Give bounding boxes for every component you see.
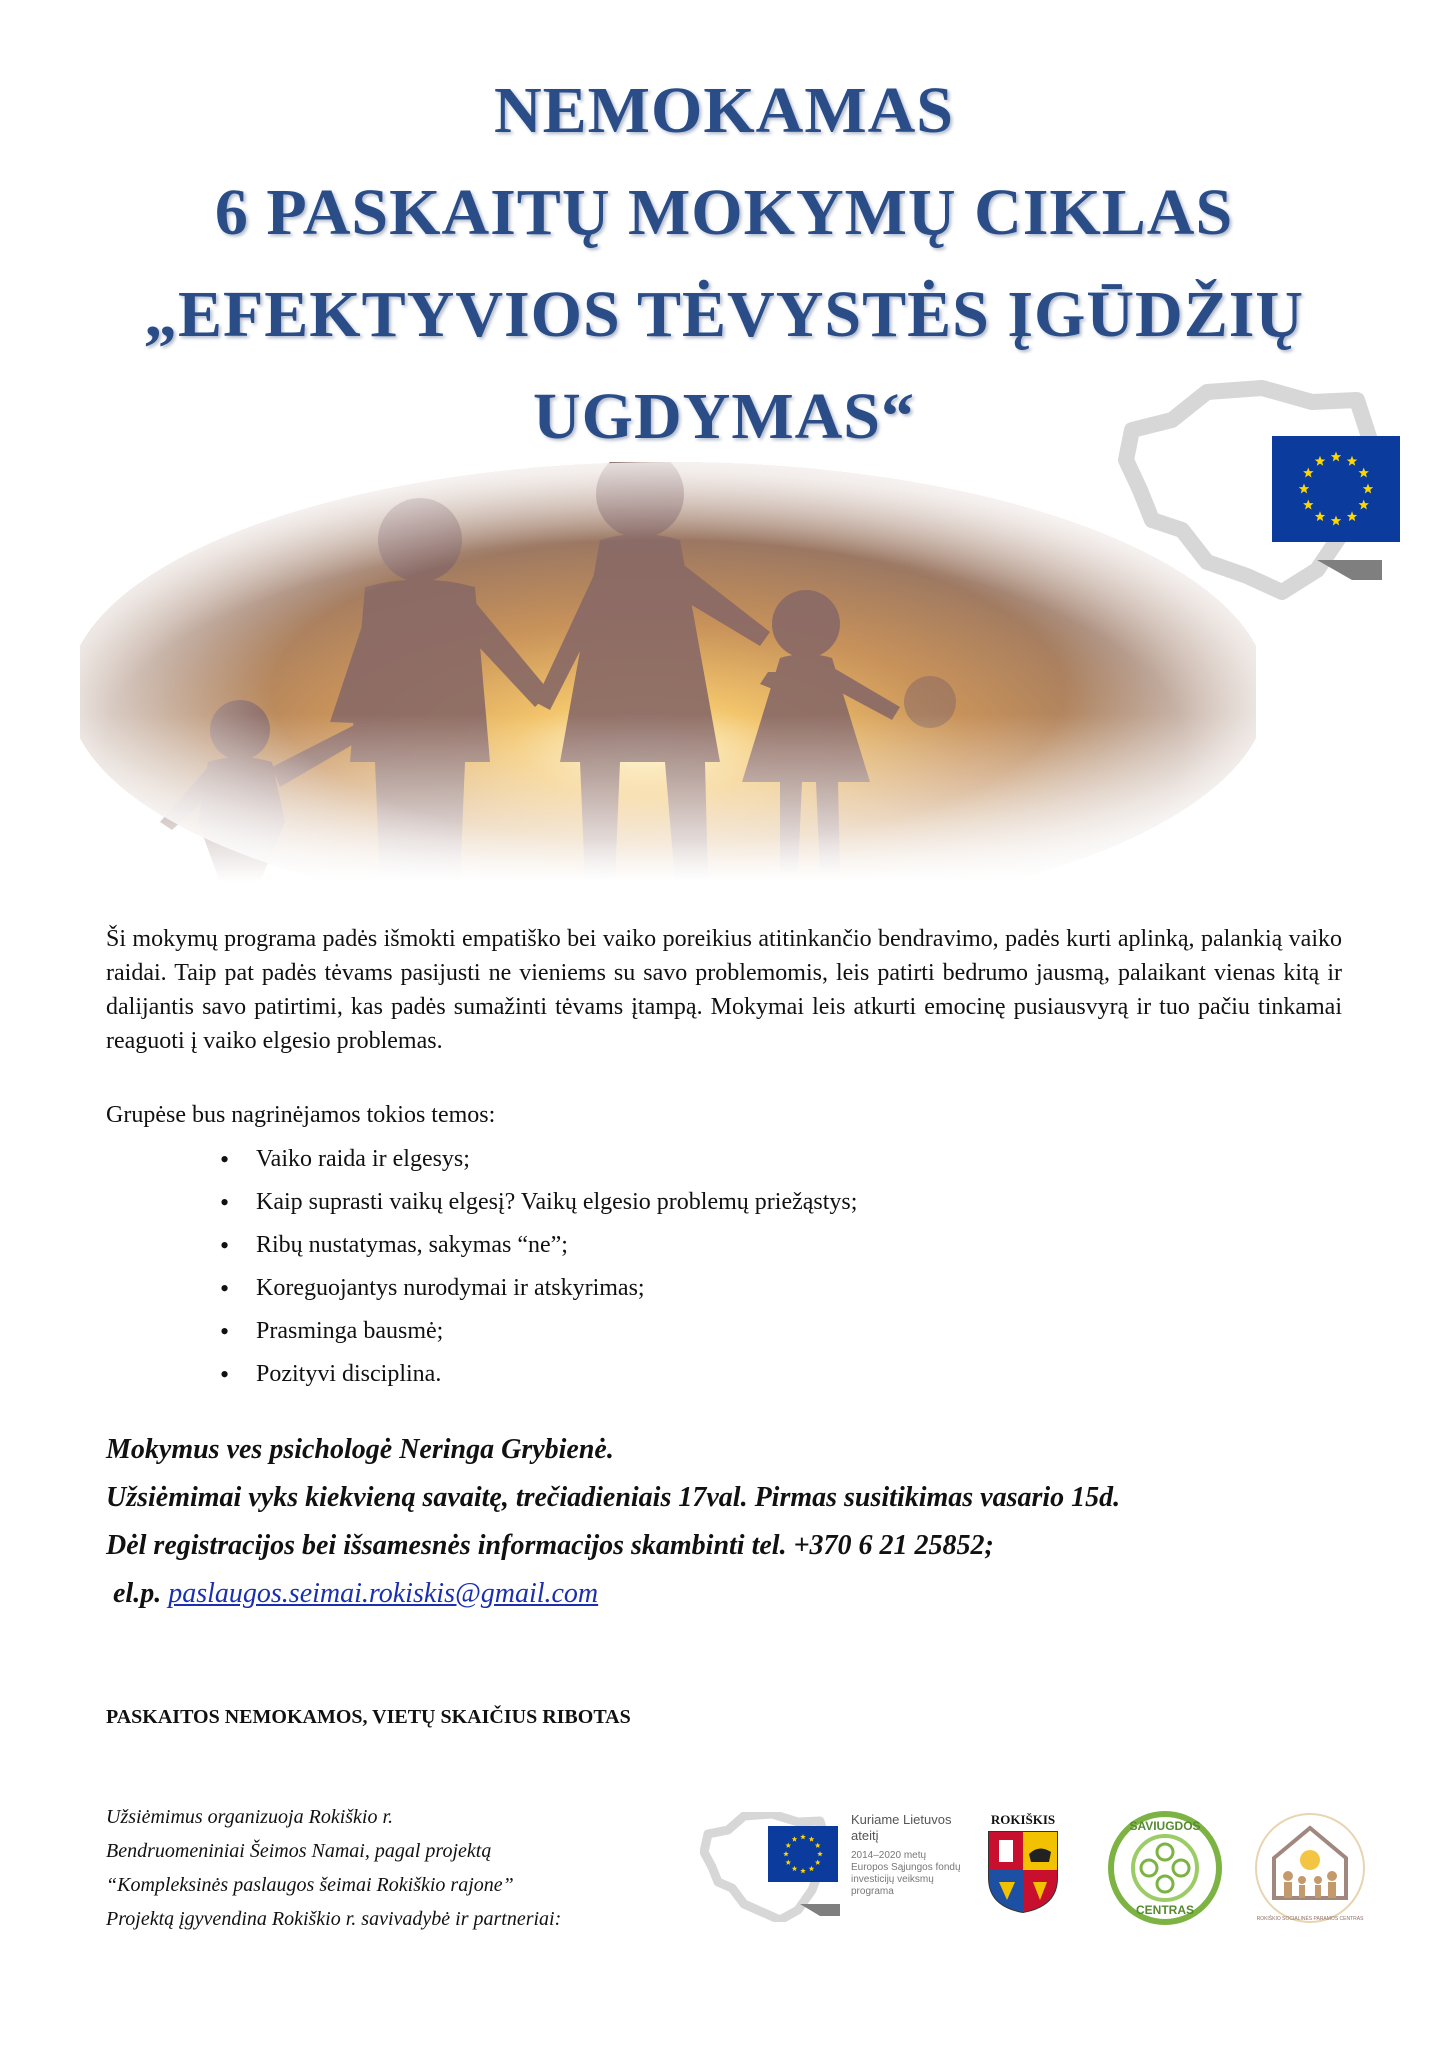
organizer-line: Užsiėmimus organizuoja Rokiškio r.	[106, 1806, 394, 1828]
topic-item: • Ribų nustatymas, sakymas “ne”;	[220, 1224, 1342, 1267]
parama-text: ROKIŠKIO SOCIALINĖS PARAMOS CENTRAS	[1256, 1916, 1364, 1922]
intro-paragraph: Ši mokymų programa padės išmokti empatiško bei vaiko poreikius atitinkančio bendravimo, padės kurti aplinką, palankią vaiko raidai. Taip pat padės tėvams pasijusti ne vieniems su savo problemomis, leis patirti bedrumo jausmą, palaikant vienas kitą ir dalijantis savo patirtimi, kas padės sumažinti tėvams įtampą. Mokymai leis atkurti emocinę pusiausvyrą ir tuo pačiu tinkamai reaguoti į vaiko elgesio problemas.	[106, 926, 1342, 1054]
eu-star-icon	[1331, 452, 1341, 462]
limited-seats-notice: PASKAITOS NEMOKAMOS, VIETŲ SKAIČIUS RIBOTAS	[106, 1706, 631, 1728]
coat-of-arms-icon	[985, 1830, 1061, 1914]
rokiskis-coat-of-arms-logo	[985, 1812, 1061, 1919]
body-content	[106, 922, 1342, 1618]
eu-funds-caption	[851, 1812, 961, 1898]
eu-star-icon	[1299, 484, 1309, 494]
title-line-2: 6 PASKAITŲ MOKYMŲ CIKLAS	[214, 176, 1234, 249]
eu-star-icon	[1347, 511, 1357, 521]
eu-star-icon	[1358, 500, 1368, 510]
family-silhouette-image	[80, 462, 1256, 882]
saviugdos-bottom-text: CENTRAS	[1135, 1903, 1195, 1917]
topics-list	[106, 1138, 1342, 1396]
eu-star-icon	[1331, 516, 1341, 526]
topic-item: • Kaip suprasti vaikų elgesį? Vaikų elgesio problemų priežąstys;	[220, 1181, 1342, 1224]
title-line-4: UGDYMAS“	[533, 380, 915, 453]
saviugdos-top-text: SAVIUGDOS	[1129, 1819, 1201, 1833]
topic-item: • Pozityvi disciplina.	[220, 1353, 1342, 1396]
eu-funds-logo	[700, 1812, 845, 1922]
eu-star-icon	[1315, 511, 1325, 521]
registration-line: Dėl registracijos bei išsamesnės informacijos skambinti tel. +370 6 21 25852;	[106, 1530, 994, 1561]
topic-item: • Vaiko raida ir elgesys;	[220, 1138, 1342, 1181]
organizer-line: “Kompleksinės paslaugos šeimai Rokiškio rajone”	[106, 1874, 514, 1896]
organizer-block	[106, 1800, 686, 1936]
eu-caption-main: Kuriame Lietuvos ateitį	[851, 1812, 952, 1843]
email-link[interactable]: paslaugos.seimai.rokiskis@gmail.com	[168, 1578, 599, 1609]
topic-item: • Prasminga bausmė;	[220, 1310, 1342, 1353]
eu-star-icon	[1347, 456, 1357, 466]
organizer-line: Projektą įgyvendina Rokiškio r. savivadybė ir partneriai:	[106, 1908, 562, 1930]
eu-caption-sub: 2014–2020 metų Europos Sąjungos fondų investicijų veiksmų programa	[851, 1850, 961, 1897]
schedule-line: Užsiėmimai vyks kiekvieną savaitę, trečiadieniais 17val. Pirmas susitikimas vasario 15d.	[106, 1482, 1121, 1513]
topic-item: • Koreguojantys nurodymai ir atskyrimas;	[220, 1267, 1342, 1310]
eu-star-icon	[1303, 468, 1313, 478]
eu-star-icon	[1358, 468, 1368, 478]
title-line-3: „EFEKTYVIOS TĖVYSTĖS ĮGŪDŽIŲ	[143, 278, 1305, 351]
social-support-centre-logo	[1250, 1808, 1370, 1928]
rokiskis-label: ROKIŠKIS	[990, 1812, 1056, 1827]
eu-star-icon	[1303, 500, 1313, 510]
email-label: el.p.	[113, 1578, 162, 1609]
organizer-line: Bendruomeniniai Šeimos Namai, pagal projektą	[106, 1840, 492, 1862]
eu-star-icon	[1315, 456, 1325, 466]
eu-flag-icon	[1272, 436, 1400, 542]
info-block	[106, 1426, 1342, 1618]
topics-intro: Grupėse bus nagrinėjamos tokios temos:	[106, 1102, 496, 1128]
email-line	[106, 1570, 1342, 1618]
lecturer-line: Mokymus ves psichologė Neringa Grybienė.	[106, 1434, 614, 1465]
title-line-1: NEMOKAMAS	[494, 74, 954, 147]
saviugdos-centras-logo	[1105, 1808, 1225, 1928]
eu-star-icon	[1363, 484, 1373, 494]
